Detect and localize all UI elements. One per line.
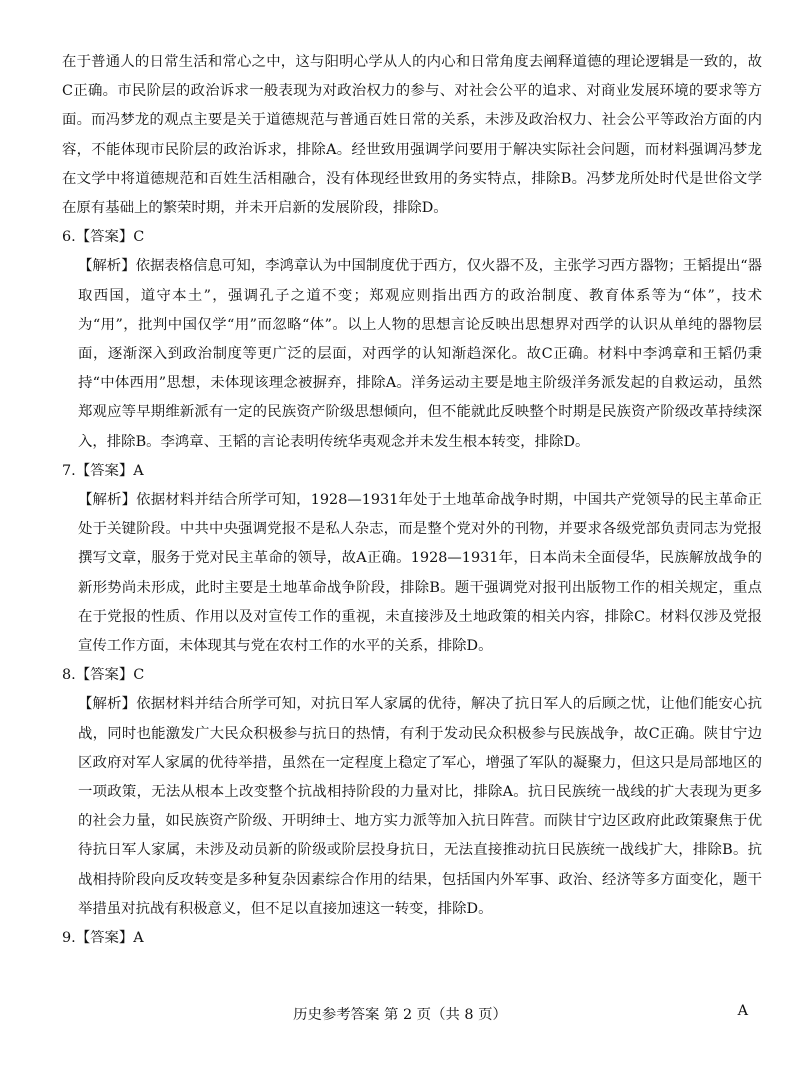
question-7 [62, 457, 762, 661]
question-number: 8. [62, 667, 76, 684]
question-number: 6. [62, 229, 76, 246]
answer-label: 【答案】C [75, 667, 145, 684]
analysis-text: 【解析】依据表格信息可知，李鸿章认为中国制度优于西方，仅火器不及，主张学习西方器物；王韬提出“器取西国，道守本土”，强调孔子之道不变；郑观应则指出西方的政治制度、教育体系等为“体”，技术为“用”，批判中国仅学“用”而忽略“体”。以上人物的思想言论反映出思想界对西学的认识从单纯的器物层面，逐渐深入到政治制度等更广泛的层面，对西学的认知渐趋深化。故C正确。材料中李鸿章和王韬仍秉持“中体西用”思想，未体现该理念被摒弃，排除A。洋务运动主要是地主阶级洋务派发起的自救运动，虽然郑观应等早期维新派有一定的民族资产阶级思想倾向，但不能就此反映整个时期是民族资产阶级改革持续深入，排除B。李鸿章、王韬的言论表明传统华夷观念并未发生根本转变，排除D。 [78, 258, 762, 450]
footer-version: A [737, 1003, 748, 1019]
question-number: 9. [62, 930, 76, 947]
continued-analysis: 在于普通人的日常生活和常心之中，这与阳明心学从人的内心和日常角度去阐释道德的理论逻辑是一致的，故C正确。市民阶层的政治诉求一般表现为对政治权力的参与、对社会公平的追求、对商业发展环境的要求等方面。而冯梦龙的观点主要是关于道德规范与普通百姓日常的关系，未涉及政治权力、社会公平等政治方面的内容，不能体现市民阶层的政治诉求，排除A。经世致用强调学问要用于解决实际社会问题，而材料强调冯梦龙在文学中将道德规范和百姓生活相融合，没有体现经世致用的务实特点，排除B。冯梦龙所处时代是世俗文学在原有基础上的繁荣时期，并未开启新的发展阶段，排除D。 [62, 54, 762, 217]
answer-label: 【答案】A [75, 930, 144, 947]
question-number: 7. [62, 462, 76, 479]
question-8 [62, 661, 762, 924]
footer-page-info: 历史参考答案 第 2 页（共 8 页） [293, 1007, 507, 1023]
answer-content [62, 48, 762, 953]
question-9 [62, 924, 762, 953]
analysis-text: 【解析】依据材料并结合所学可知，1928—1931年处于土地革命战争时期，中国共产党领导的民主革命正处于关键阶段。中共中央强调党报不是私人杂志，而是整个党对外的刊物，并要求各级党部负责同志为党报撰写文章，服务于党对民主革命的领导，故A正确。1928—1931年，日本尚未全面侵华，民族解放战争的新形势尚未形成，此时主要是土地革命战争阶段，排除B。题干强调党对报刊出版物工作的相关规定，重点在于党报的性质、作用以及对宣传工作的重视，未直接涉及土地政策的相关内容，排除C。材料仅涉及党报宣传工作方面，未体现其与党在农村工作的水平的关系，排除D。 [78, 492, 762, 655]
page-footer [0, 1003, 800, 1025]
analysis-text: 【解析】依据材料并结合所学可知，对抗日军人家属的优待，解决了抗日军人的后顾之忧，让他们能安心抗战，同时也能激发广大民众积极参与抗日的热情，有利于发动民众积极参与民族战争，故C正确。陕甘宁边区政府对军人家属的优待举措，虽然在一定程度上稳定了军心，增强了军队的凝聚力，但这只是局部地区的一项政策，无法从根本上改变整个抗战相持阶段的力量对比，排除A。抗日民族统一战线的扩大表现为更多的社会力量，如民族资产阶级、开明绅士、地方实力派等加入抗日阵营。而陕甘宁边区政府此政策聚焦于优待抗日军人家属，未涉及动员新的阶级或阶层投身抗日，无法直接推动抗日民族统一战线扩大，排除B。抗战相持阶段向反攻转变是多种复杂因素综合作用的结果，包括国内外军事、政治、经济等多方面变化，题干举措虽对抗战有积极意义，但不足以直接加速这一转变，排除D。 [78, 696, 762, 917]
answer-label: 【答案】A [75, 462, 144, 479]
answer-label: 【答案】C [75, 229, 145, 246]
question-6 [62, 223, 762, 457]
